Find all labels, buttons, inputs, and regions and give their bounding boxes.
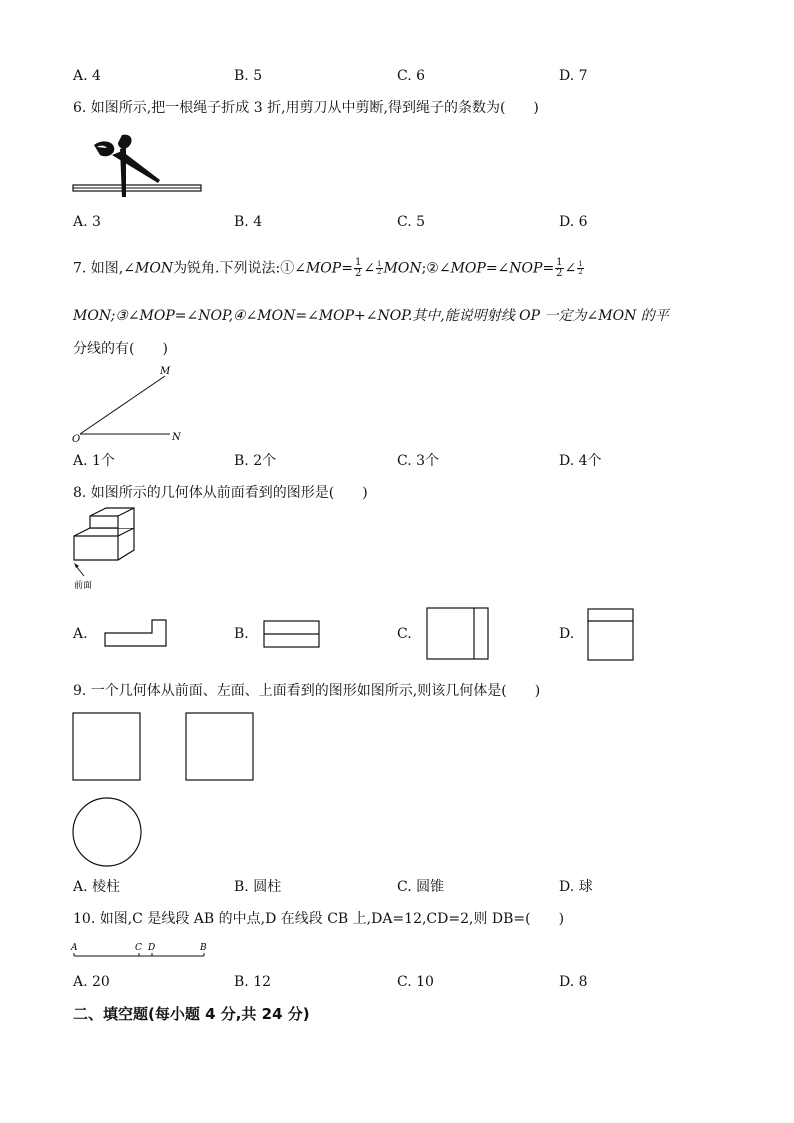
q8-option-d-shape	[587, 608, 635, 662]
fraction-half: $\frac{1}{2}$	[354, 257, 362, 279]
q7-stem-line3: 分线的有( )	[73, 341, 168, 357]
q9-stem: 9. 一个几何体从前面、左面、上面看到的图形如图所示,则该几何体是( )	[73, 683, 541, 699]
q6-option-c: C. 5	[397, 214, 426, 230]
q9-top-view-circle	[72, 797, 144, 869]
fraction-half-2: $\frac{1}{2}$	[556, 257, 563, 279]
q10-option-d: D. 8	[559, 974, 588, 990]
q7-option-d: D. 4个	[559, 453, 602, 469]
q8-option-b: B.	[234, 626, 249, 642]
label-m: M	[160, 366, 171, 377]
fraction-half-small: $\frac{1}{2}$	[377, 260, 382, 276]
front-label: 前面	[74, 581, 93, 591]
q9-option-c: C. 圆锥	[397, 879, 445, 895]
section-2-title: 二、填空题(每小题 4 分,共 24 分)	[73, 1005, 310, 1023]
label-n: N	[172, 432, 181, 443]
q8-option-d: D.	[559, 626, 575, 642]
label-b: B	[200, 943, 207, 953]
q8-stem: 8. 如图所示的几何体从前面看到的图形是( )	[73, 485, 368, 501]
q6-option-d: D. 6	[559, 214, 588, 230]
q7-stem-line2: MON;③∠MOP=∠NOP,④∠MON=∠MOP+∠NOP.其中,能说明射线 OP 一定为∠MON 的平	[73, 308, 669, 324]
q8-option-a: A.	[73, 626, 88, 642]
q9-left-view-square	[185, 712, 255, 782]
q9-front-view-square	[72, 712, 142, 782]
q10-stem: 10. 如图,C 是线段 AB 的中点,D 在线段 CB 上,DA=12,CD=2,则 DB=( )	[73, 911, 565, 927]
q10-option-c: C. 10	[397, 974, 434, 990]
q7-angle-figure	[70, 364, 190, 446]
q6-scissors-rope-figure	[72, 133, 206, 199]
q5-option-b: B. 5	[234, 68, 263, 84]
q10-option-b: B. 12	[234, 974, 272, 990]
label-a: A	[71, 943, 78, 953]
q10-segment-figure	[70, 938, 210, 962]
q10-option-a: A. 20	[73, 974, 110, 990]
q6-option-a: A. 3	[73, 214, 101, 230]
fraction-half-2-small: $\frac{1}{2}$	[578, 260, 583, 276]
q5-option-c: C. 6	[397, 68, 426, 84]
q9-option-a: A. 棱柱	[73, 879, 121, 895]
q5-option-a: A. 4	[73, 68, 101, 84]
label-d: D	[148, 943, 156, 953]
q9-option-b: B. 圆柱	[234, 879, 282, 895]
q8-option-a-shape	[104, 618, 168, 648]
q6-stem: 6. 如图所示,把一根绳子折成 3 折,用剪刀从中剪断,得到绳子的条数为( )	[73, 100, 539, 116]
q8-option-c: C.	[397, 626, 412, 642]
q9-option-d: D. 球	[559, 879, 593, 895]
q6-option-b: B. 4	[234, 214, 263, 230]
q7-stem-line1: 7. 如图,∠MON为锐角.下列说法:①∠MOP= $\frac{1}{2}$ ∠ $\frac{1}{2}$ MON;②∠MOP=∠NOP= $\frac{1}{2}$ ∠ $\frac{1}{2}$	[73, 257, 583, 279]
label-o: O	[72, 434, 81, 445]
q7-option-c: C. 3个	[397, 453, 440, 469]
q8-option-c-shape	[426, 607, 490, 661]
label-c: C	[135, 943, 142, 953]
q7-option-b: B. 2个	[234, 453, 277, 469]
q5-option-d: D. 7	[559, 68, 588, 84]
q7-option-a: A. 1个	[73, 453, 115, 469]
q8-option-b-shape	[263, 619, 321, 649]
q8-solid-figure	[70, 506, 150, 592]
